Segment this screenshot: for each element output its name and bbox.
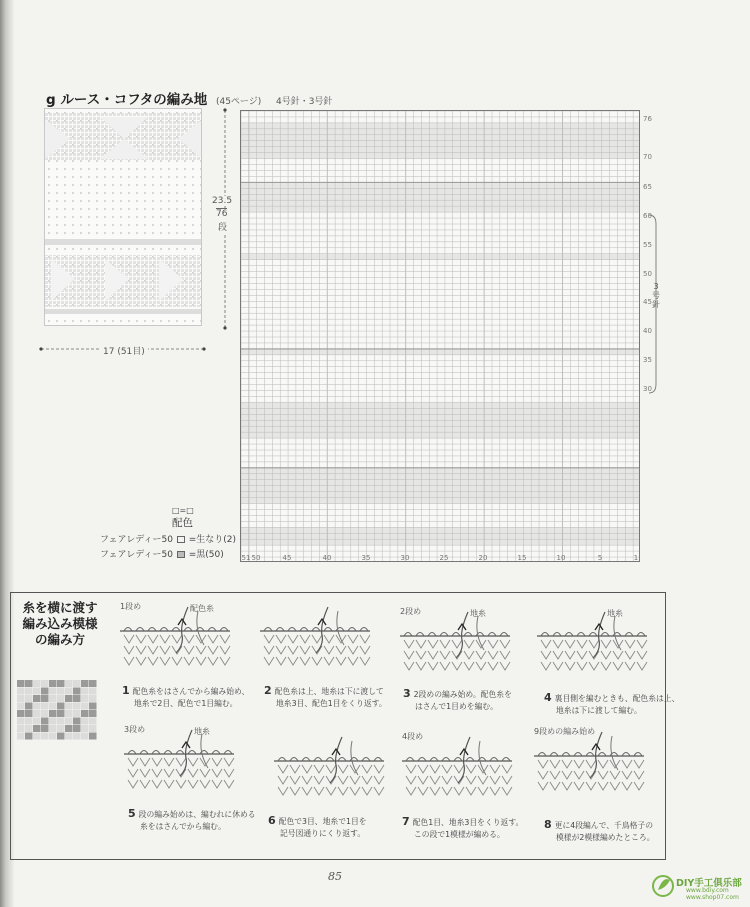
pattern-band xyxy=(241,349,640,355)
step-2-illustration xyxy=(258,605,378,681)
yarn-callout: 地糸 xyxy=(470,609,486,618)
sample-cell xyxy=(65,733,73,740)
sample-cell xyxy=(65,718,73,725)
watermark-line3: www.shop07.com xyxy=(686,894,739,901)
step-row-label: 3段め xyxy=(124,725,146,734)
sample-cell xyxy=(25,710,33,717)
sample-cell xyxy=(41,733,49,740)
step-text-line: 配色糸をはさんでから編み始め、 xyxy=(132,687,250,696)
column-label: 10 xyxy=(556,554,566,562)
sample-cell xyxy=(81,718,89,725)
step-row-label: 9段めの編み始め xyxy=(534,727,596,736)
sample-cell xyxy=(81,703,89,710)
sample-cell xyxy=(41,703,49,710)
step-7-illustration xyxy=(400,732,520,811)
sample-cell xyxy=(57,733,65,740)
step-text-line: 地糸は下に渡して編む。 xyxy=(556,706,642,715)
step-5-caption xyxy=(128,808,256,833)
sample-cell xyxy=(41,680,49,687)
step-text-line: 地糸3目、配色1目をくり返す。 xyxy=(276,699,387,708)
step-number: 3 xyxy=(403,687,411,700)
step-text-line: この段で1模様が編める。 xyxy=(414,830,505,839)
sample-cell xyxy=(73,725,81,732)
swatch-dark xyxy=(177,551,185,558)
step-7-caption xyxy=(402,816,523,841)
step-row-label: 1段め xyxy=(120,602,142,611)
step-6-illustration xyxy=(272,735,392,811)
instruction-heading: 糸を横に渡す 編み込み模様 の編み方 xyxy=(22,600,98,647)
sample-cell xyxy=(65,725,73,732)
sample-cell xyxy=(33,733,41,740)
sample-cell xyxy=(33,703,41,710)
width-label: 17 (51目) xyxy=(100,344,148,357)
sample-cell xyxy=(25,688,33,695)
knitting-diagram-icon xyxy=(258,605,378,677)
sample-cell xyxy=(49,718,57,725)
row-label: 40 xyxy=(643,327,652,335)
pattern-band xyxy=(241,182,640,212)
needle-bracket-label: 3 号 針 xyxy=(652,282,660,309)
step-8-caption xyxy=(544,819,655,844)
column-label: 5 xyxy=(597,554,603,562)
swatch-thumbnail xyxy=(44,108,202,326)
sample-cell xyxy=(81,710,89,717)
sample-cell xyxy=(49,703,57,710)
sample-cell xyxy=(65,703,73,710)
step-5-illustration xyxy=(122,725,242,804)
sample-cell xyxy=(49,725,57,732)
sample-cell xyxy=(49,695,57,702)
step-number: 8 xyxy=(544,818,552,831)
sample-cell xyxy=(89,680,97,687)
sample-cell xyxy=(73,703,81,710)
sample-cell xyxy=(65,688,73,695)
sample-cell xyxy=(89,695,97,702)
step-1-illustration xyxy=(118,602,238,681)
sample-cell xyxy=(25,718,33,725)
height-dimension-line xyxy=(218,106,232,332)
sample-cell xyxy=(33,718,41,725)
step-text-line: 糸をはさんでから編む。 xyxy=(140,822,226,831)
step-3-illustration xyxy=(398,607,518,686)
knitting-diagram-icon xyxy=(398,610,518,682)
watermark-logo xyxy=(650,866,750,907)
row-label: 60 xyxy=(643,212,652,220)
step-6-caption xyxy=(268,815,367,840)
column-label: 20 xyxy=(478,554,488,562)
sample-cell xyxy=(57,725,65,732)
sample-cell xyxy=(57,718,65,725)
sample-cell xyxy=(57,710,65,717)
swatch-thumbnail-drawing xyxy=(45,109,202,326)
step-4-illustration xyxy=(535,610,655,686)
knitting-diagram-icon xyxy=(118,605,238,677)
watermark-line2: www.bdiy.com xyxy=(686,887,729,894)
step-text-line: 配色糸は上、地糸は下に渡して xyxy=(274,687,384,696)
step-8-illustration xyxy=(532,727,652,806)
sample-cell xyxy=(89,710,97,717)
sample-cell xyxy=(49,688,57,695)
step-2-caption xyxy=(264,685,387,710)
sample-cell xyxy=(57,680,65,687)
height-rows: 76 xyxy=(216,209,228,219)
step-4-caption xyxy=(544,692,679,717)
sample-cell xyxy=(89,688,97,695)
yarn-callout: 配色糸 xyxy=(190,604,214,613)
step-text-line: 段の編み始めは、編むれに休める xyxy=(138,810,256,819)
sample-cell xyxy=(57,695,65,702)
step-text-line: 裏目側を編むときも、配色糸は上、 xyxy=(554,694,680,703)
sample-cell xyxy=(81,688,89,695)
step-text-line: 地糸で2目、配色で1目編む。 xyxy=(134,699,238,708)
sample-cell xyxy=(17,733,25,740)
step-text-line: 配色で3目、地糸で1目を xyxy=(278,817,367,826)
step-text-line: 2段めの編み始め。配色糸を xyxy=(413,690,512,699)
step-number: 6 xyxy=(268,814,276,827)
sample-cell xyxy=(41,688,49,695)
sample-cell xyxy=(73,688,81,695)
column-label: 45 xyxy=(282,554,292,562)
sample-cell xyxy=(17,703,25,710)
step-3-caption xyxy=(403,688,512,713)
row-label: 70 xyxy=(643,153,652,161)
sample-cell xyxy=(41,718,49,725)
row-label: 50 xyxy=(643,270,652,278)
column-label: 15 xyxy=(517,554,527,562)
sample-cell xyxy=(33,710,41,717)
legend-title: 配色 xyxy=(172,517,193,529)
sample-cell xyxy=(73,680,81,687)
yarn-callout: 地糸 xyxy=(194,727,210,736)
yarn-callout: 地糸 xyxy=(607,609,623,618)
sample-cell xyxy=(49,733,57,740)
column-label: 51 xyxy=(241,554,251,562)
sample-cell xyxy=(25,733,33,740)
pattern-name: ルース・コフタの編み地 xyxy=(60,92,208,108)
sample-cell xyxy=(73,718,81,725)
sample-cell xyxy=(41,710,49,717)
legend-symbol: □=□ xyxy=(172,506,194,515)
pattern-band xyxy=(241,527,640,545)
sample-cell xyxy=(89,703,97,710)
row-label: 55 xyxy=(643,241,652,249)
step-1-caption xyxy=(122,685,249,710)
watermark-line1: DIY手工俱乐部 xyxy=(676,878,742,889)
sample-cell xyxy=(49,680,57,687)
height-cm: 23.5 xyxy=(212,196,233,206)
step-row-label: 2段め xyxy=(400,607,422,616)
row-label: 76 xyxy=(643,115,652,123)
color-legend xyxy=(100,506,236,560)
sample-cell xyxy=(65,680,73,687)
sample-cell xyxy=(89,725,97,732)
step-number: 7 xyxy=(402,815,410,828)
knitting-diagram-icon xyxy=(535,610,655,682)
sample-cell xyxy=(73,710,81,717)
column-label: 25 xyxy=(439,554,449,562)
step-text-line: 配色1目、地糸3目をくり返す。 xyxy=(412,818,524,827)
column-label: 50 xyxy=(251,554,261,562)
sample-cell xyxy=(57,703,65,710)
step-number: 2 xyxy=(264,684,272,697)
column-label: 40 xyxy=(322,554,332,562)
step-text-line: 更に4段編んで、千鳥格子の xyxy=(554,821,654,830)
sample-cell xyxy=(33,725,41,732)
houndstooth-sample-chart xyxy=(17,680,97,740)
knitting-chart-grid xyxy=(240,110,640,562)
sample-cell xyxy=(65,710,73,717)
sample-cell xyxy=(17,718,25,725)
sample-cell xyxy=(25,703,33,710)
legend-row: フェアレディー50 =黒(50) xyxy=(100,550,224,560)
sample-cell xyxy=(33,688,41,695)
sample-cell xyxy=(25,695,33,702)
sample-cell xyxy=(81,733,89,740)
step-number: 4 xyxy=(544,691,552,704)
pattern-letter: g xyxy=(46,92,56,108)
row-label: 65 xyxy=(643,183,652,191)
column-label: 30 xyxy=(400,554,410,562)
page-reference: (45ページ) xyxy=(215,97,262,107)
sample-cell xyxy=(41,725,49,732)
pattern-title xyxy=(46,88,332,108)
row-label: 45 xyxy=(643,298,652,306)
pattern-band xyxy=(241,254,640,260)
knitting-diagram-icon xyxy=(532,730,652,802)
sample-cell xyxy=(89,718,97,725)
sample-cell xyxy=(81,695,89,702)
sample-cell xyxy=(25,680,33,687)
legend-row: フェアレディー50 =生なり(2) xyxy=(100,535,236,545)
sample-cell xyxy=(73,695,81,702)
column-label: 35 xyxy=(361,554,371,562)
step-number: 1 xyxy=(122,684,130,697)
sample-cell xyxy=(81,680,89,687)
sample-cell xyxy=(65,695,73,702)
sample-cell xyxy=(81,725,89,732)
sample-cell xyxy=(73,733,81,740)
needle-sizes: 4号針・3号針 xyxy=(275,97,333,107)
sample-cell xyxy=(17,725,25,732)
column-label: 1 xyxy=(633,554,639,562)
row-label: 30 xyxy=(643,385,652,393)
sample-cell xyxy=(25,725,33,732)
sample-cell xyxy=(41,695,49,702)
row-label: 35 xyxy=(643,356,652,364)
sample-cell xyxy=(49,710,57,717)
step-text-line: 模様が2模様編めたところ。 xyxy=(556,833,655,842)
height-unit: 段 xyxy=(218,220,227,233)
knitting-diagram-icon xyxy=(122,728,242,800)
sample-cell xyxy=(17,695,25,702)
sample-cell xyxy=(17,688,25,695)
sample-cell xyxy=(33,695,41,702)
sample-cell xyxy=(33,680,41,687)
sample-cell xyxy=(17,680,25,687)
sample-cell xyxy=(17,710,25,717)
swatch-light xyxy=(177,536,185,543)
step-number: 5 xyxy=(128,807,136,820)
step-row-label: 4段め xyxy=(402,732,424,741)
page-number: 85 xyxy=(328,870,342,883)
sample-cell xyxy=(57,688,65,695)
step-text-line: 記号図通りにくり返す。 xyxy=(280,829,366,838)
step-text-line: はさんで1目めを編む。 xyxy=(415,702,498,711)
knitting-diagram-icon xyxy=(400,735,520,807)
sample-cell xyxy=(89,733,97,740)
knitting-diagram-icon xyxy=(272,735,392,807)
